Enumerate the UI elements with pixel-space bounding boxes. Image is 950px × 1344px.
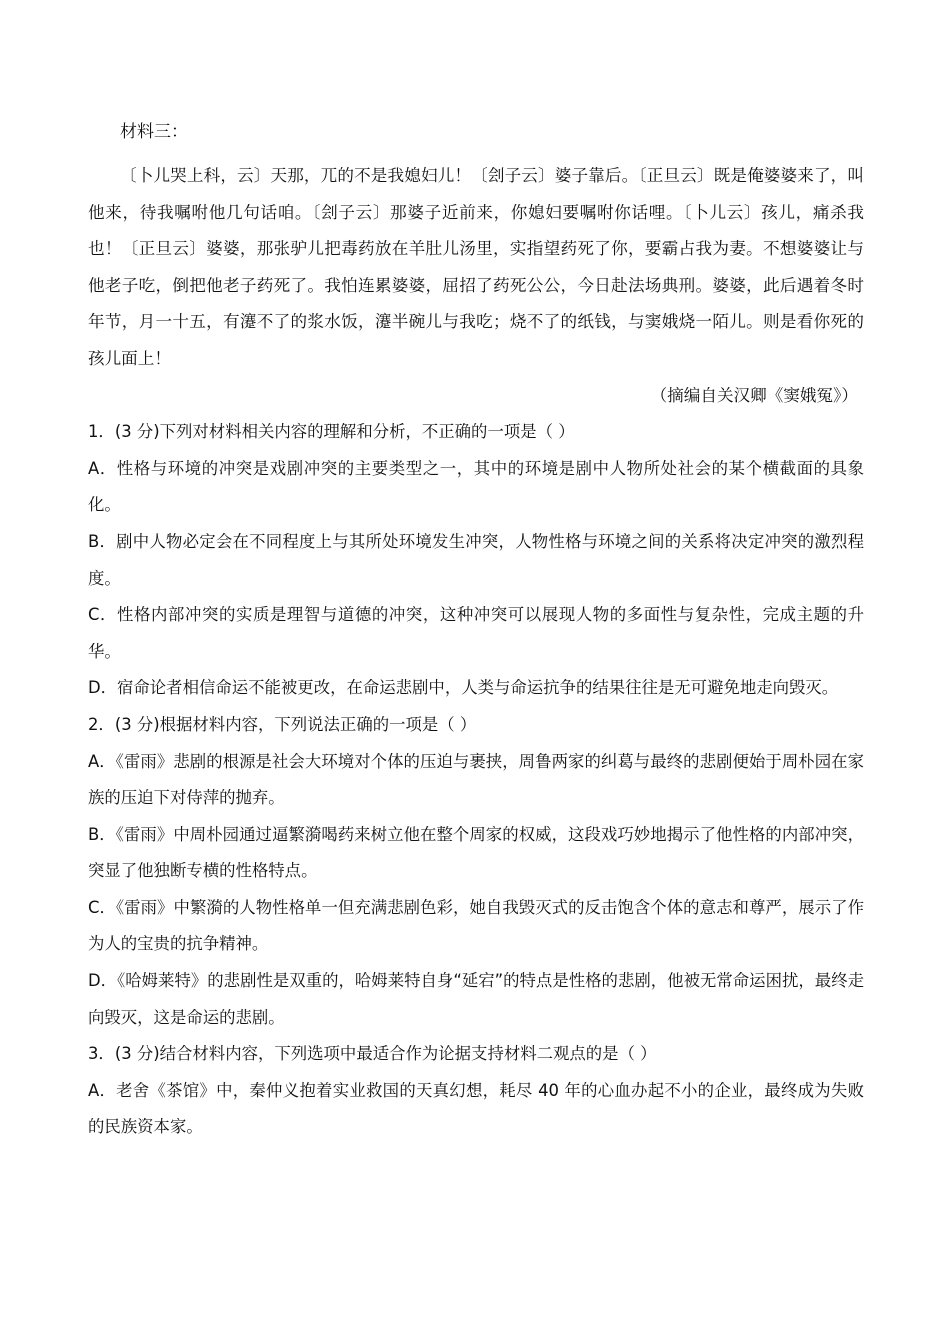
- option-b: B．剧中人物必定会在不同程度上与其所处环境发生冲突，人物性格与环境之间的关系将决定冲突的激烈程度。: [88, 531, 864, 588]
- option-a: A．性格与环境的冲突是戏剧冲突的主要类型之一，其中的环境是剧中人物所处社会的某个横截面的具象化。: [88, 458, 864, 515]
- option-a: A．老舍《茶馆》中，秦仲义抱着实业救国的天真幻想，耗尽 40 年的心血办起不小的企业，最终成为失败的民族资本家。: [88, 1080, 864, 1137]
- question-1: [88, 414, 864, 707]
- option-a: A．《雷雨》悲剧的根源是社会大环境对个体的压迫与裹挟，周鲁两家的纠葛与最终的悲剧便始于周朴园在家族的压迫下对侍萍的抛弃。: [88, 751, 864, 808]
- question-2: [88, 707, 864, 1036]
- option-c: C．性格内部冲突的实质是理智与道德的冲突，这种冲突可以展现人物的多面性与复杂性，完成主题的升华。: [88, 605, 864, 661]
- material-heading: 材料三：: [120, 122, 188, 142]
- question-stem: 2．(3 分)根据材料内容，下列说法正确的一项是（ ）: [88, 714, 477, 734]
- option-b: B．《雷雨》中周朴园通过逼繁漪喝药来树立他在整个周家的权威，这段戏巧妙地揭示了他性格的内部冲突，突显了他独断专横的性格特点。: [88, 824, 864, 881]
- material-body: 〔卜儿哭上科，云〕天那，兀的不是我媳妇儿！〔刽子云〕婆子靠后。〔正旦云〕既是俺婆婆来了，叫他来，待我嘱咐他几句话咱。〔刽子云〕那婆子近前来，你媳妇要嘱咐你话哩。〔卜儿云〕孩儿，痛杀我也！〔正旦云〕婆婆，那张驴儿把毒药放在羊肚儿汤里，实指望药死了你，要霸占我为妻。不想婆婆让与他老子吃，倒把他老子药死了。我怕连累婆婆，屈招了药死公公，今日赴法场典刑。婆婆，此后遇着冬时年节，月一十五，有瀽不了的浆水饭，瀽半碗儿与我吃；烧不了的纸钱，与窦娥烧一陌儿。则是看你死的孩儿面上！: [88, 166, 864, 368]
- question-stem: 1．(3 分)下列对材料相关内容的理解和分析，不正确的一项是（ ）: [88, 422, 575, 442]
- option-d: D．《哈姆莱特》的悲剧性是双重的，哈姆莱特自身“延宕”的特点是性格的悲剧，他被无常命运困扰，最终走向毁灭，这是命运的悲剧。: [88, 971, 864, 1027]
- material-source: （摘编自关汉卿《窦娥冤》）: [650, 385, 858, 405]
- option-c: C．《雷雨》中繁漪的人物性格单一但充满悲剧色彩，她自我毁灭式的反击饱含个体的意志和尊严，展示了作为人的宝贵的抗争精神。: [88, 897, 864, 954]
- option-d: D．宿命论者相信命运不能被更改，在命运悲剧中，人类与命运抗争的结果往往是无可避免地走向毁灭。: [88, 678, 839, 698]
- question-stem: 3．(3 分)结合材料内容，下列选项中最适合作为论据支持材料二观点的是（ ）: [88, 1044, 657, 1064]
- document-page: [88, 118, 864, 1146]
- question-3: [88, 1036, 864, 1146]
